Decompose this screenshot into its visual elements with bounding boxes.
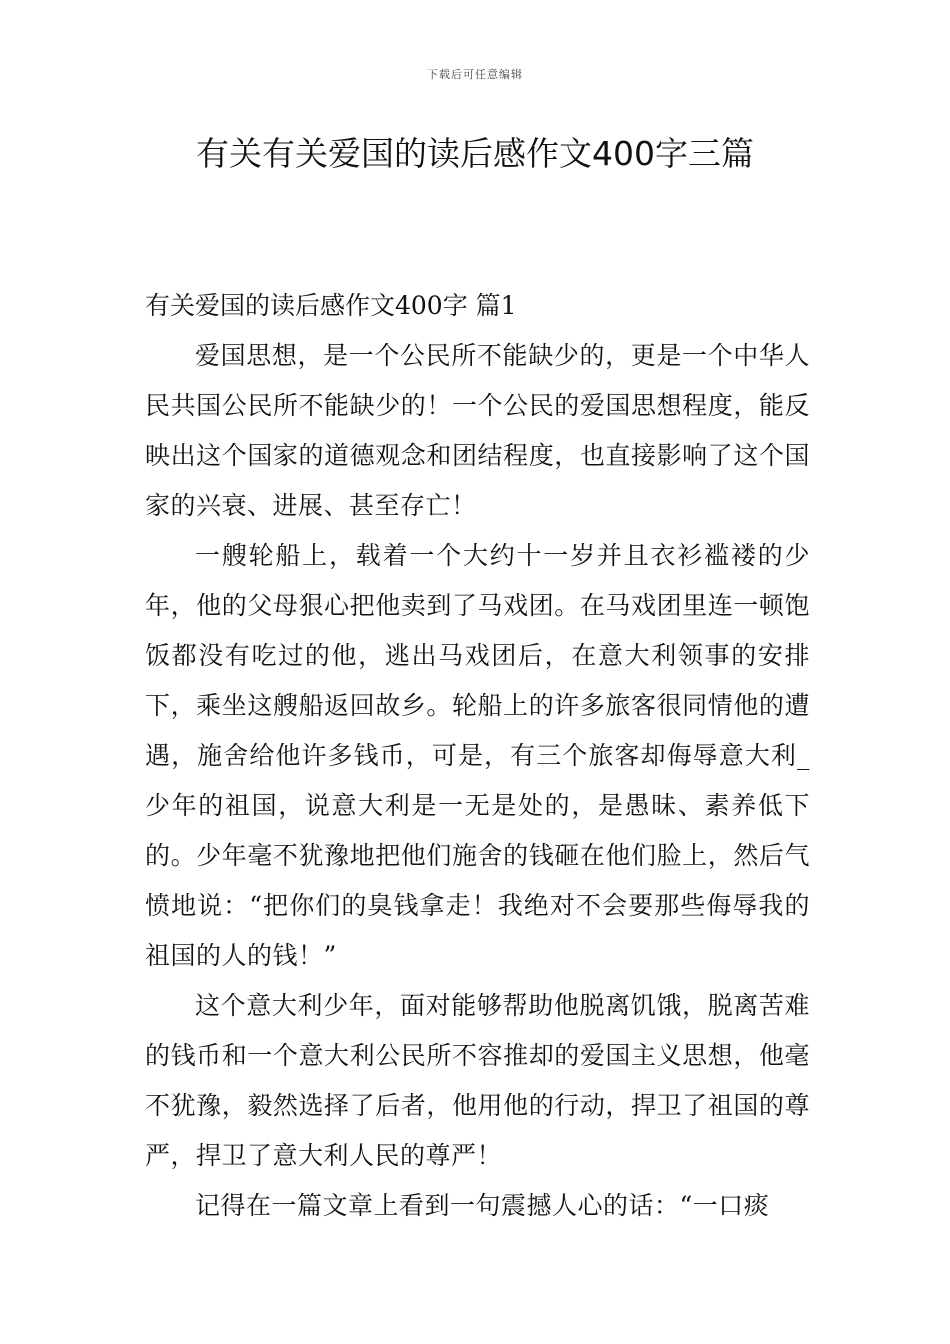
header-note: 下载后可任意编辑: [427, 68, 523, 81]
document-title: 有关有关爱国的读后感作文400字三篇: [196, 134, 754, 173]
section-heading: 有关爱国的读后感作文400字 篇1: [145, 291, 517, 320]
document-body: [145, 281, 810, 1231]
paragraph-2: 一艘轮船上，载着一个大约十一岁并且衣衫褴褛的少年，他的父母狠心把他卖到了马戏团。在马戏团里连一顿饱饭都没有吃过的他，逃出马戏团后，在意大利领事的安排下，乘坐这艘船返回故乡。轮船上的许多旅客很同情他的遭遇，施舍给他许多钱币，可是，有三个旅客却侮辱意大利_少年的祖国，说意大利是一无是处的，是愚昧、素养低下的。少年毫不犹豫地把他们施舍的钱砸在他们脸上，然后气愤地说：“把你们的臭钱拿走！我绝对不会要那些侮辱我的祖国的人的钱！”: [145, 541, 810, 970]
paragraph-1: 爱国思想，是一个公民所不能缺少的，更是一个中华人民共国公民所不能缺少的！一个公民的爱国思想程度，能反映出这个国家的道德观念和团结程度，也直接影响了这个国家的兴衰、进展、甚至存亡！: [145, 341, 810, 520]
paragraph-4: 记得在一篇文章上看到一句震撼人心的话：“一口痰: [195, 1191, 770, 1220]
paragraph-3: 这个意大利少年，面对能够帮助他脱离饥饿，脱离苦难的钱币和一个意大利公民所不容推却的爱国主义思想，他毫不犹豫，毅然选择了后者，他用他的行动，捍卫了祖国的尊严，捍卫了意大利人民的尊严！: [145, 991, 810, 1170]
